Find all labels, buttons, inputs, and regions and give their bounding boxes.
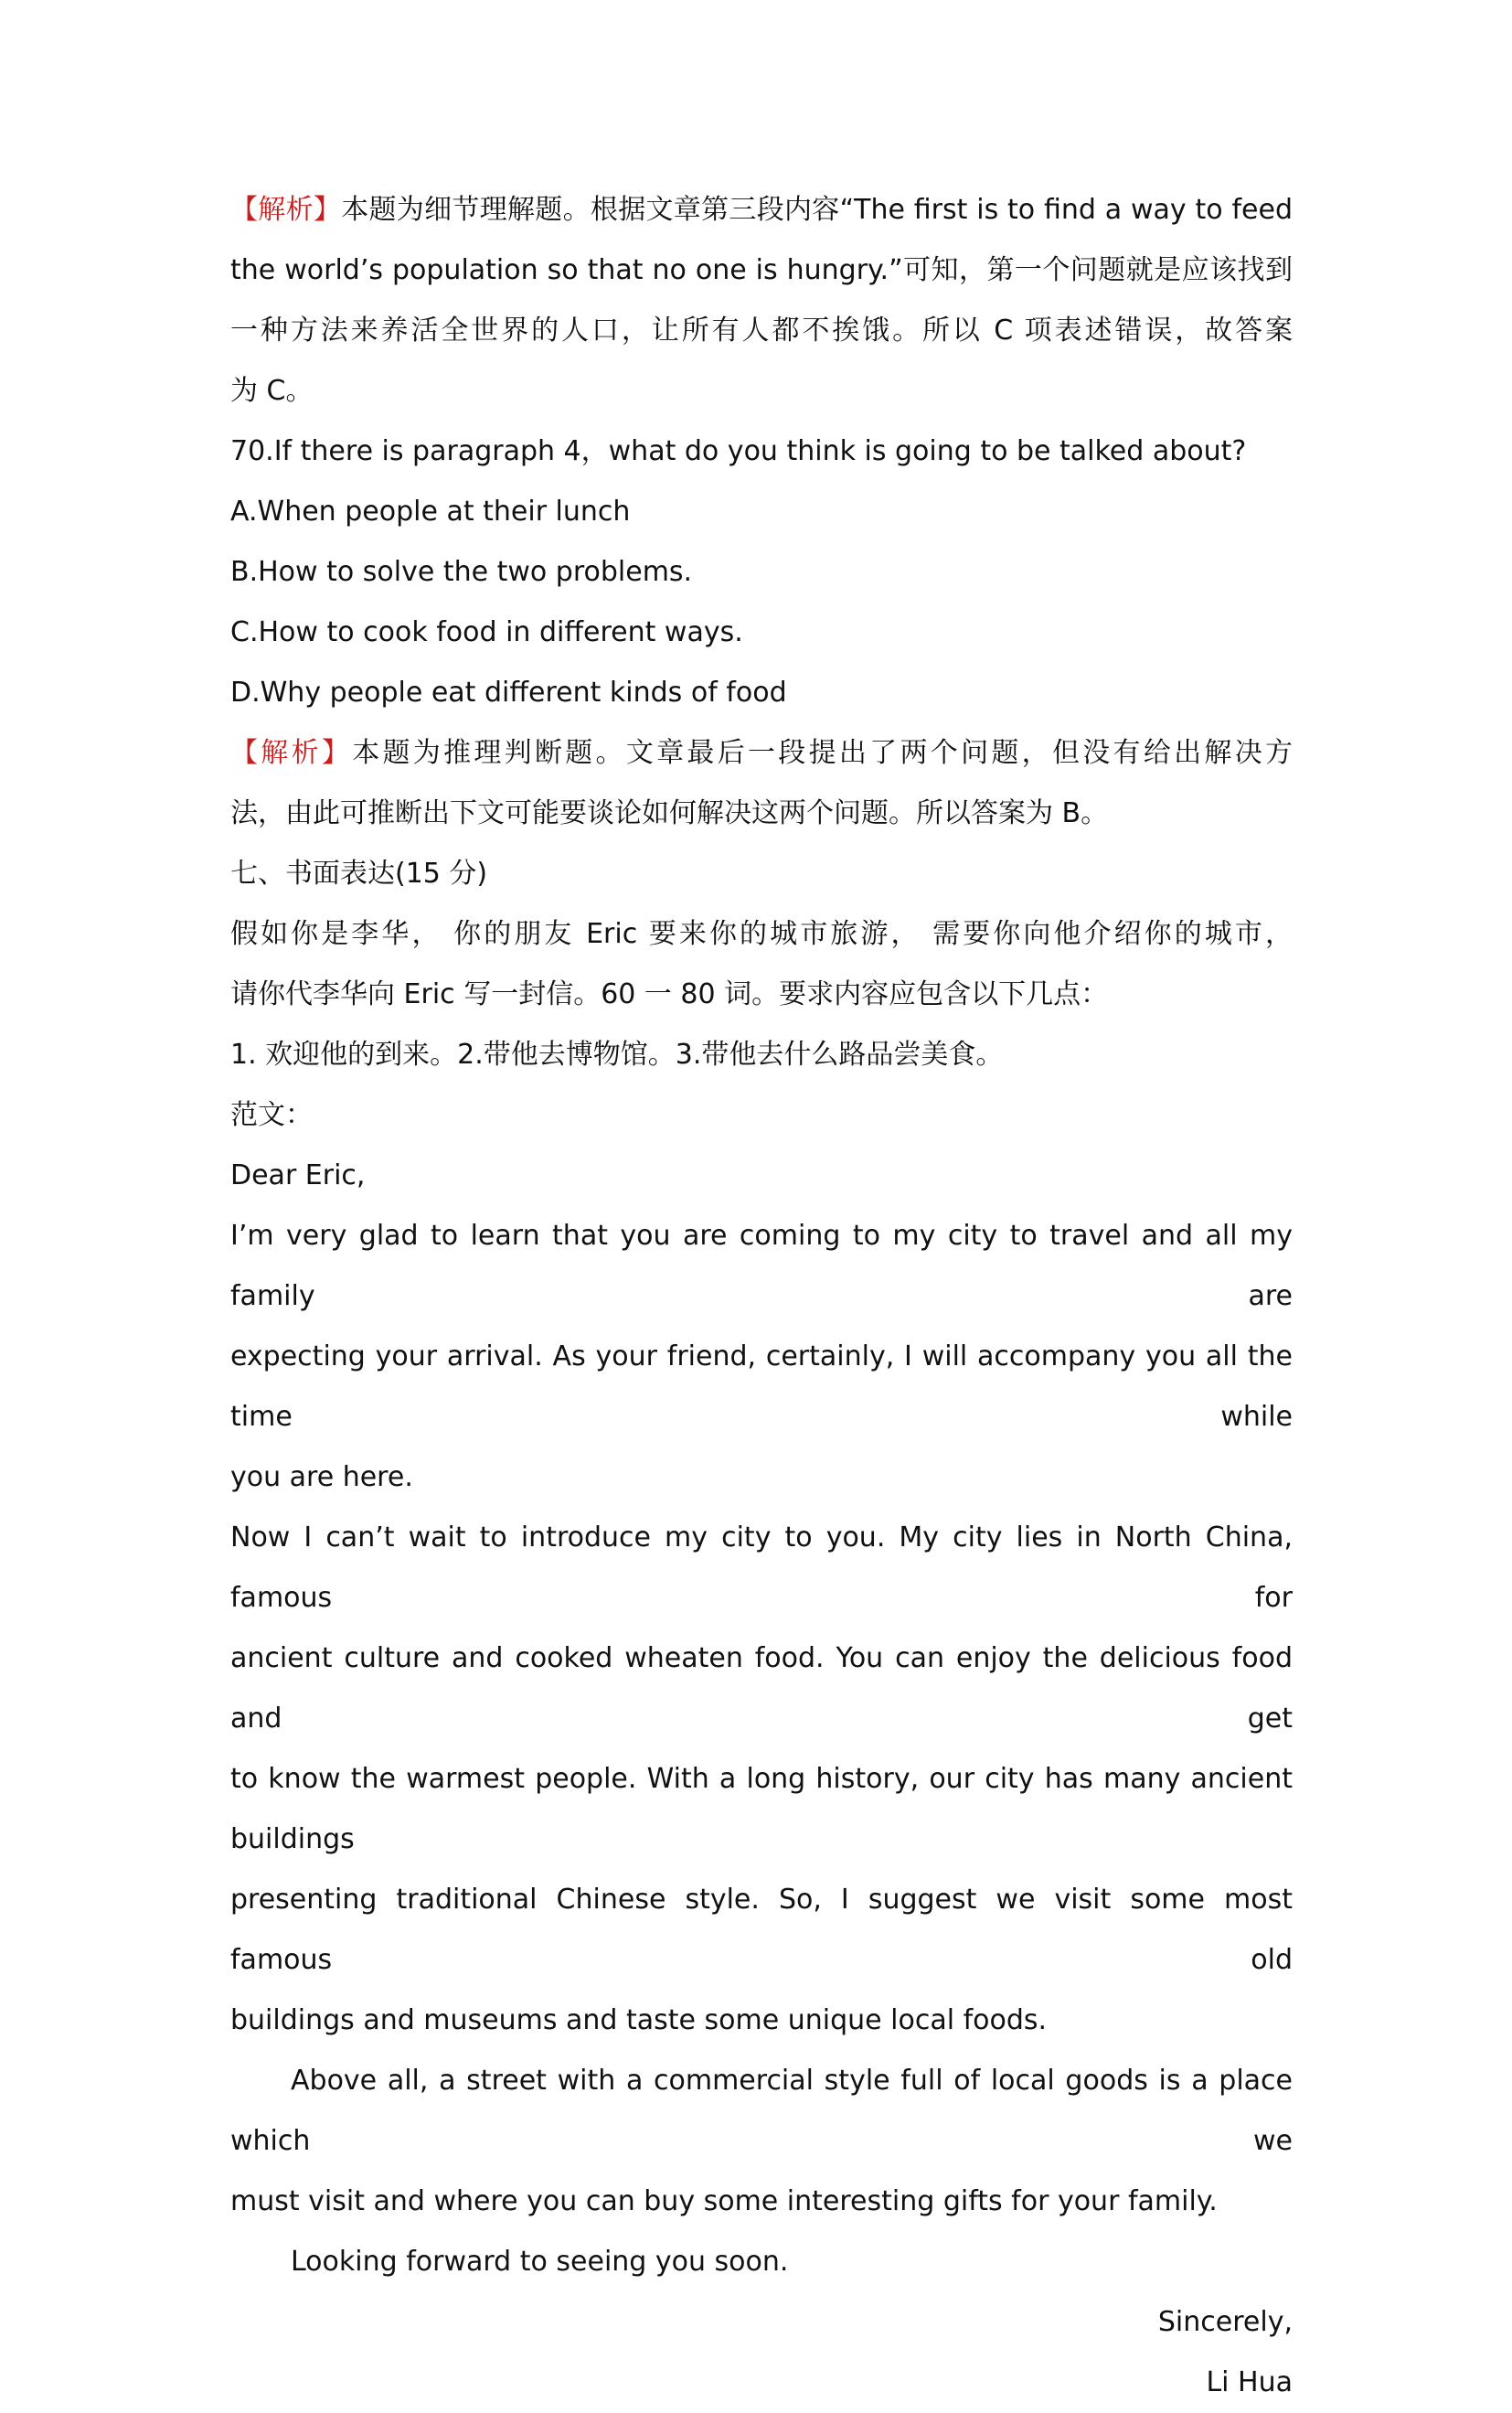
sample-label: 范文： (230, 1099, 313, 1131)
letter-para1-line-3: you are here. (230, 1461, 413, 1493)
letter-para3-line-1: Above all, a street with a commercial style full of local goods is a place which we (230, 2065, 1293, 2157)
q70-option-c: C.How to cook food in different ways. (230, 616, 743, 648)
letter-para2-line-5: buildings and museums and taste some unique local foods. (230, 2004, 1048, 2036)
letter-para1-line-2: expecting your arrival. As your friend, certainly, I will accompany you all the time while (230, 1340, 1293, 1433)
letter-para4: Looking forward to seeing you soon. (291, 2246, 789, 2278)
analysis-tag: 【解析】 (230, 737, 353, 769)
document-page (230, 180, 1293, 2413)
section-title: 七、书面表达(15 分) (230, 858, 488, 890)
writing-prompt-line-2: 请你代李华向 Eric 写一封信。60 一 80 词。要求内容应包含以下几点： (230, 978, 1109, 1010)
analysis-tag: 【解析】 (230, 194, 342, 226)
letter-para2-line-1: Now I can’t wait to introduce my city to you. My city lies in North China, famous for (230, 1521, 1293, 1614)
q70-analysis-line-2: 法，由此可推断出下文可能要谈论如何解决这两个问题。所以答案为 B。 (230, 797, 1109, 829)
letter-closing: Sincerely, (1157, 2306, 1293, 2338)
q70-question: 70.If there is paragraph 4，what do you think is going to be talked about? (230, 435, 1247, 467)
writing-requirements: 1. 欢迎他的到来。2.带他去博物馆。3.带他去什么路品尝美食。 (230, 1039, 1004, 1071)
letter-para2-line-3: to know the warmest people. With a long history, our city has many ancient buildings (230, 1763, 1293, 1855)
q69-analysis-line-1: 【解析】本题为细节理解题。根据文章第三段内容“The first is to find a way to feed (230, 194, 1293, 226)
letter-para2-line-2: ancient culture and cooked wheaten food. You can enjoy the delicious food and get (230, 1642, 1293, 1735)
q70-analysis-line-1: 【解析】本题为推理判断题。文章最后一段提出了两个问题，但没有给出解决方 (230, 737, 1294, 769)
q69-analysis-line-2: the world’s population so that no one is hungry.”可知，第一个问题就是应该找到 (230, 254, 1293, 286)
letter-signature: Li Hua (1206, 2366, 1293, 2398)
q70-option-a: A.When people at their lunch (230, 496, 631, 528)
q69-analysis-line-3: 一种方法来养活全世界的人口，让所有人都不挨饿。所以 C 项表述错误，故答案 (230, 315, 1293, 347)
writing-prompt-line-1: 假如你是李华， 你的朋友 Eric 要来你的城市旅游， 需要你向他介绍你的城市， (230, 918, 1293, 950)
letter-para2-line-4: presenting traditional Chinese style. So, I suggest we visit some most famous old (230, 1884, 1293, 1976)
letter-salutation: Dear Eric, (230, 1159, 366, 1191)
q70-option-b: B.How to solve the two problems. (230, 556, 693, 588)
letter-para1-line-1: I’m very glad to learn that you are coming to my city to travel and all my family are (230, 1220, 1293, 1312)
q69-analysis-line-4: 为 C。 (230, 375, 314, 407)
q70-option-d: D.Why people eat different kinds of food (230, 677, 787, 709)
letter-para3-line-2: must visit and where you can buy some interesting gifts for your family. (230, 2185, 1218, 2217)
